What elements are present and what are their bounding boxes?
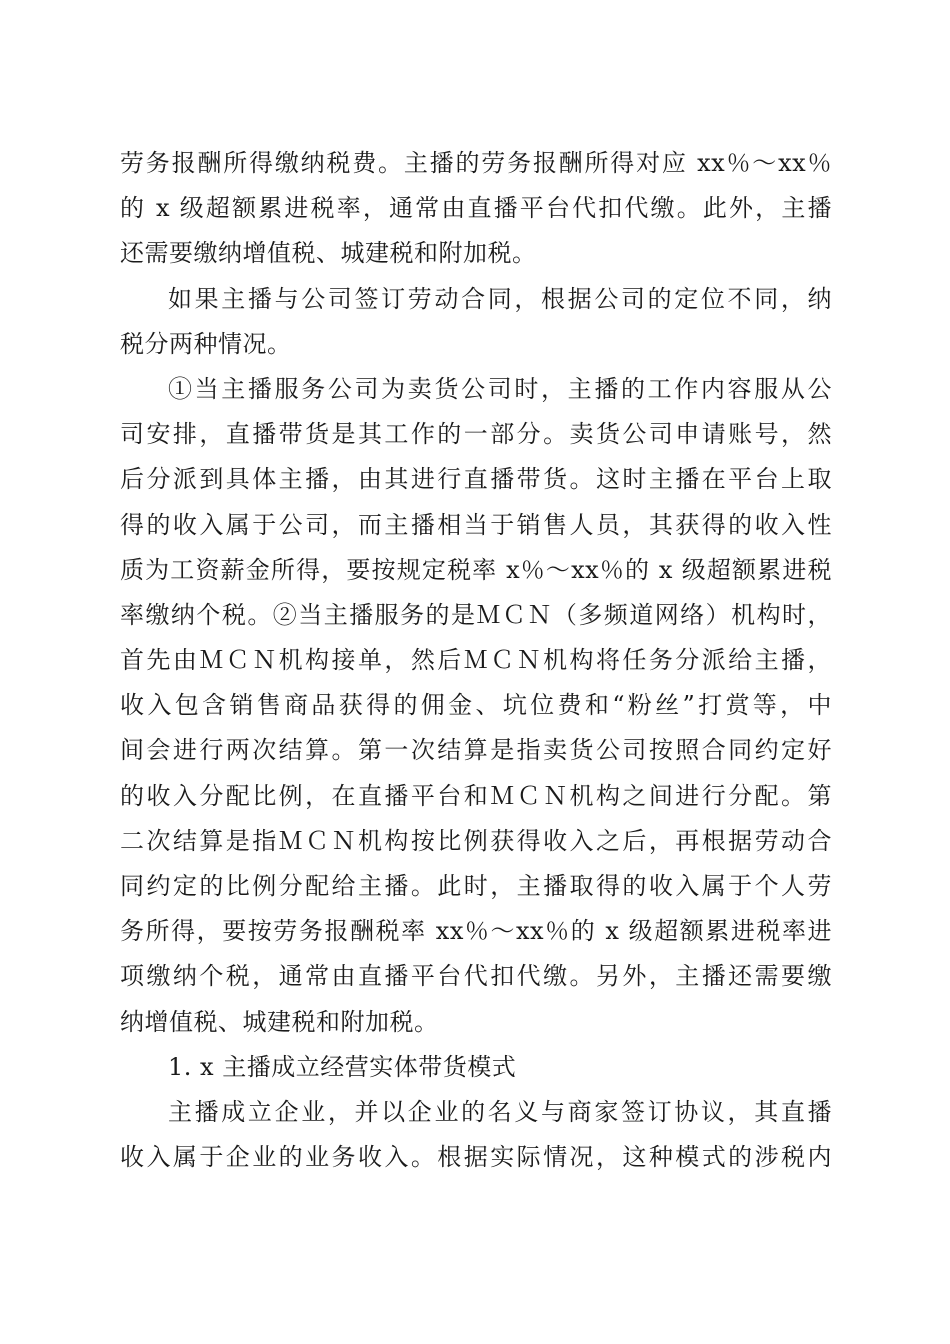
text-line: 得的收入属于公司，而主播相当于销售人员，其获得的收入性 — [120, 510, 832, 539]
text-line: 同约定的比例分配给主播。此时，主播取得的收入属于个人劳 — [120, 872, 832, 900]
text-line: ①当主播服务公司为卖货公司时，主播的工作内容服从公 — [168, 374, 832, 403]
text-line: 的收入分配比例，在直播平台和ＭＣＮ机构之间进行分配。第 — [120, 781, 832, 810]
text-line: 收入包含销售商品获得的佣金、坑位费和“粉丝”打赏等，中 — [120, 691, 832, 720]
section-heading: 1. x 主播成立经营实体带货模式 — [168, 1052, 517, 1081]
text-line: 首先由ＭＣＮ机构接单，然后ＭＣＮ机构将任务分派给主播， — [120, 646, 832, 675]
text-line: 的 x 级超额累进税率，通常由直播平台代扣代缴。此外，主播 — [120, 194, 832, 223]
text-line: 纳增值税、城建税和附加税。 — [120, 1007, 439, 1036]
text-line: 二次结算是指ＭＣＮ机构按比例获得收入之后，再根据劳动合 — [120, 826, 832, 855]
text-line: 项缴纳个税，通常由直播平台代扣代缴。另外，主播还需要缴 — [120, 962, 832, 991]
text-line: 后分派到具体主播，由其进行直播带货。这时主播在平台上取 — [120, 465, 832, 494]
text-line: 质为工资薪金所得，要按规定税率 x％～xx％的 x 级超额累进税 — [120, 555, 832, 584]
text-line: 司安排，直播带货是其工作的一部分。卖货公司申请账号，然 — [120, 420, 832, 449]
text-line: 收入属于企业的业务收入。根据实际情况，这种模式的涉税内 — [120, 1143, 832, 1172]
text-line: 主播成立企业，并以企业的名义与商家签订协议，其直播 — [168, 1097, 832, 1126]
body-text — [120, 141, 832, 1180]
text-line: 税分两种情况。 — [120, 329, 292, 358]
text-line: 务所得，要按劳务报酬税率 xx％～xx％的 x 级超额累进税率进 — [120, 917, 832, 946]
text-line: 还需要缴纳增值税、城建税和附加税。 — [120, 239, 537, 268]
text-line: 间会进行两次结算。第一次结算是指卖货公司按照合同约定好 — [120, 736, 832, 765]
text-line: 劳务报酬所得缴纳税费。主播的劳务报酬所得对应 xx％～xx％ — [120, 149, 832, 177]
text-line: 如果主播与公司签订劳动合同，根据公司的定位不同，纳 — [168, 284, 832, 313]
text-line: 率缴纳个税。②当主播服务的是ＭＣＮ（多频道网络）机构时， — [120, 600, 832, 629]
